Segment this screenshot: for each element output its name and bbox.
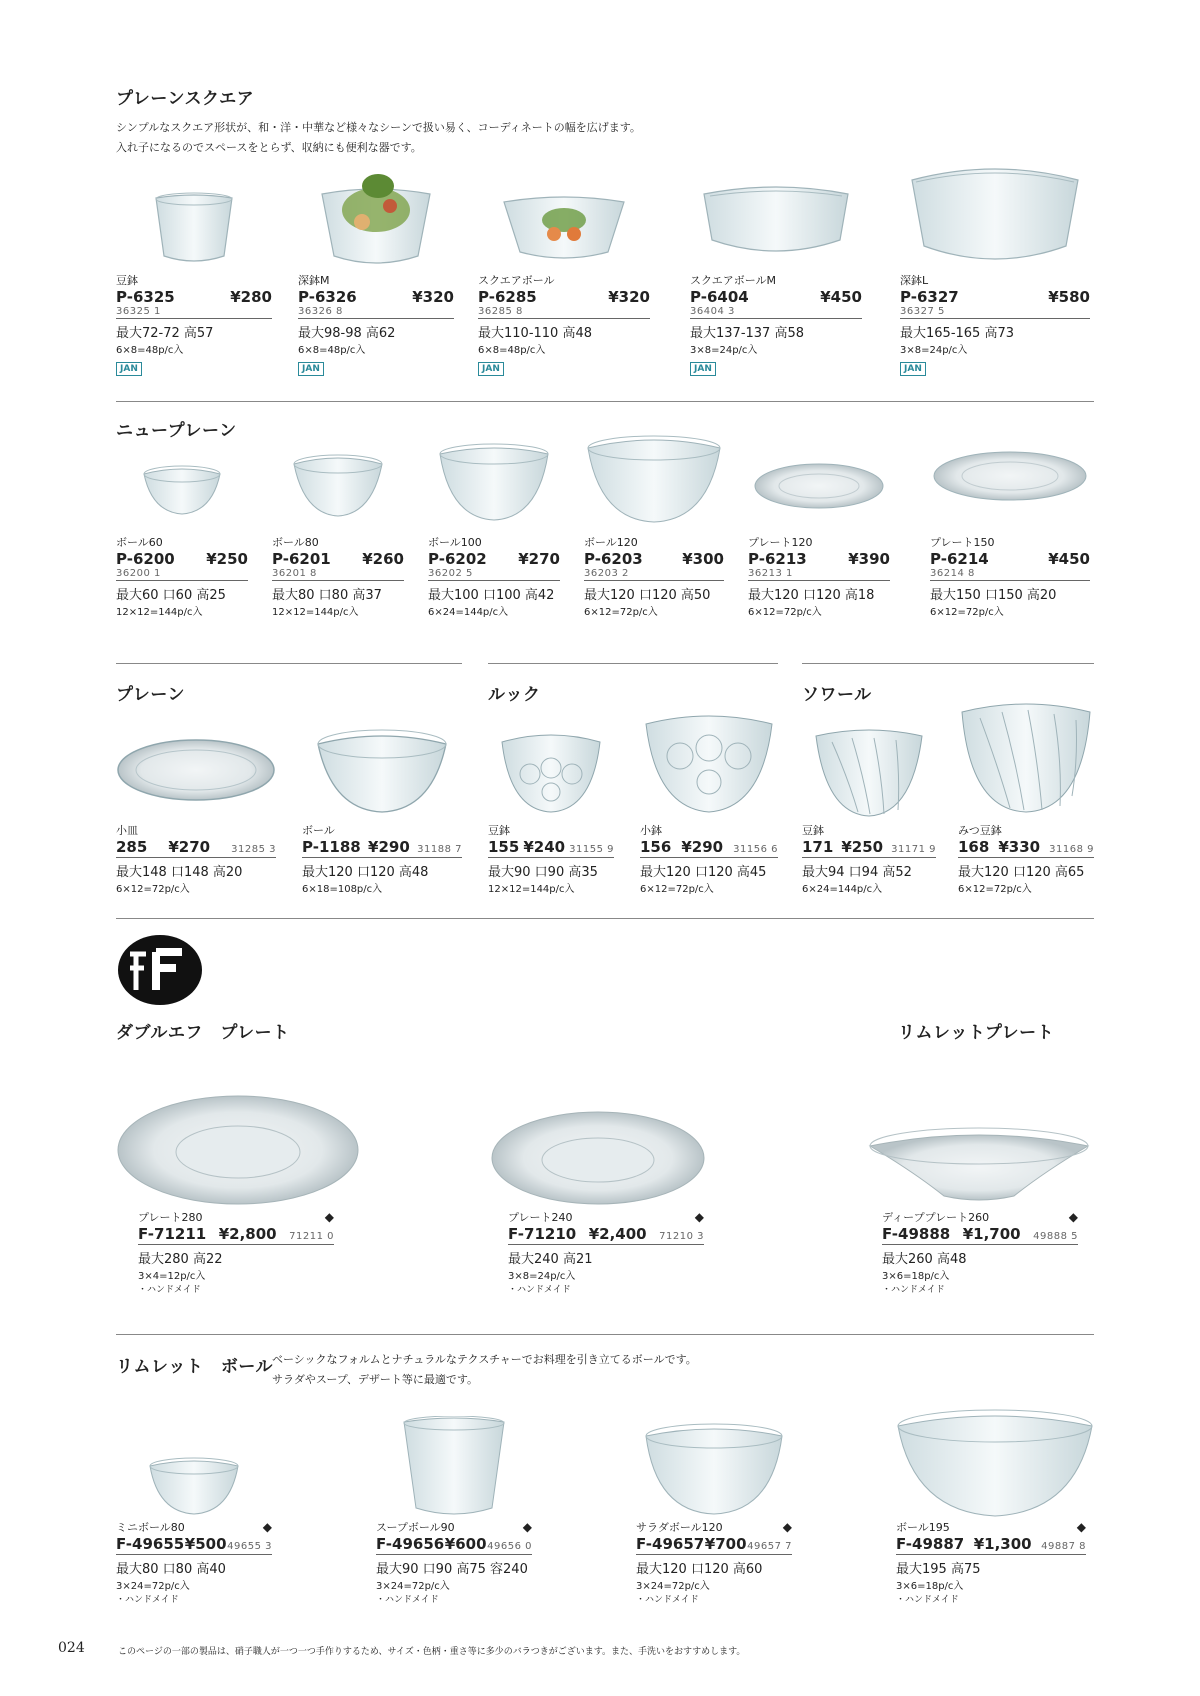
divider [802, 663, 1094, 664]
product-price: ¥330 [998, 838, 1041, 856]
product-image-plate-120 [748, 440, 890, 536]
product-image-deep-bowl-l [900, 160, 1090, 270]
product-dimensions: 最大120 口120 高60 [636, 1562, 763, 1577]
product-packing: 6×18=108p/c入 [302, 884, 383, 895]
jan-code: 71210 3 [659, 1231, 704, 1242]
product-price: ¥1,700 [962, 1225, 1021, 1243]
product-card [116, 440, 248, 618]
product-name: ボール120 [584, 536, 638, 549]
product-card [428, 440, 560, 618]
diamond-icon: ◆ [262, 1520, 272, 1534]
product-card [116, 1090, 360, 1295]
product-code: 285 [116, 838, 148, 856]
product-name: ボール80 [272, 536, 319, 549]
diamond-icon: ◆ [1068, 1210, 1078, 1224]
section-title-look: ルック [488, 685, 541, 705]
product-code: F-49655 [116, 1535, 185, 1553]
product-price: ¥270 [518, 550, 560, 568]
product-packing: 6×12=72p/c入 [748, 607, 822, 618]
product-code: 171 [802, 838, 834, 856]
product-code: P-6327 [900, 288, 959, 306]
product-dimensions: 最大72-72 高57 [116, 326, 214, 341]
product-code: P-6203 [584, 550, 643, 568]
product-name: 深鉢L [900, 274, 929, 287]
product-dimensions: 最大100 口100 高42 [428, 588, 555, 603]
product-dimensions: 最大240 高21 [508, 1252, 593, 1267]
jan-code: 36203 2 [584, 568, 724, 581]
product-name: プレート150 [930, 536, 995, 549]
product-card [298, 170, 454, 376]
product-image-look-bowl [640, 708, 778, 824]
section-title-swirl: ソワール [802, 685, 872, 705]
product-dimensions: 最大150 口150 高20 [930, 588, 1057, 603]
product-name: みつ豆鉢 [958, 824, 1002, 837]
jan-badge: JAN [116, 362, 142, 376]
product-name: 豆鉢 [802, 824, 824, 837]
product-image-bowl-80 [272, 440, 404, 536]
product-card [958, 696, 1094, 895]
product-note: ・ハンドメイド [376, 1595, 439, 1605]
product-price: ¥290 [368, 838, 410, 856]
diamond-icon: ◆ [1076, 1520, 1086, 1534]
product-price: ¥260 [362, 550, 404, 568]
product-packing: 6×12=72p/c入 [584, 607, 658, 618]
product-name: サラダボール120 [636, 1521, 723, 1534]
product-name: 豆鉢 [488, 824, 510, 837]
product-packing: 12×12=144p/c入 [488, 884, 575, 895]
product-card [116, 1416, 272, 1605]
jan-badge: JAN [690, 362, 716, 376]
product-price: ¥300 [682, 550, 724, 568]
product-code: P-6200 [116, 550, 175, 568]
product-note: ・ハンドメイド [896, 1595, 959, 1605]
section-title-new-plain: ニュープレーン [116, 421, 237, 441]
product-name: プレート280 [138, 1211, 203, 1224]
jan-code: 31188 7 [417, 844, 462, 855]
product-image-deep-bowl-salad [298, 170, 454, 270]
product-price: ¥320 [412, 288, 454, 306]
product-dimensions: 最大195 高75 [896, 1562, 981, 1577]
page-number: 024 [58, 1640, 85, 1656]
product-packing: 3×8=24p/c入 [900, 345, 968, 356]
product-code: F-49657 [636, 1535, 705, 1553]
product-code: P-6202 [428, 550, 487, 568]
divider [116, 663, 462, 664]
product-name: ボール100 [428, 536, 482, 549]
jan-code: 36285 8 [478, 306, 650, 319]
product-packing: 3×8=24p/c入 [508, 1271, 576, 1282]
product-dimensions: 最大137-137 高58 [690, 326, 804, 341]
product-card [896, 1404, 1094, 1605]
product-price: ¥390 [848, 550, 890, 568]
product-packing: 12×12=144p/c入 [116, 607, 203, 618]
product-image-bowl-120 [584, 430, 724, 536]
product-image-soup-bowl-90 [376, 1416, 532, 1520]
product-packing: 3×8=24p/c入 [690, 345, 758, 356]
product-name: ミニボール80 [116, 1521, 185, 1534]
jan-code: 36200 1 [116, 568, 248, 581]
product-name: プレート120 [748, 536, 813, 549]
product-card [748, 440, 890, 618]
product-card [690, 180, 862, 376]
section-desc-line2: サラダやスープ、デザート等に最適です。 [272, 1373, 479, 1386]
product-code: F-49887 [896, 1535, 965, 1553]
product-note: ・ハンドメイド [138, 1285, 201, 1295]
product-code: P-6285 [478, 288, 537, 306]
jan-code: 31171 9 [891, 844, 936, 855]
product-note: ・ハンドメイド [636, 1595, 699, 1605]
product-packing: 6×12=72p/c入 [116, 884, 190, 895]
divider [116, 401, 1094, 402]
product-image-square-bowl [116, 190, 272, 270]
jan-code: 31156 6 [733, 844, 778, 855]
product-packing: 6×12=72p/c入 [930, 607, 1004, 618]
product-card [488, 718, 614, 895]
product-card [640, 708, 778, 895]
product-card [636, 1416, 792, 1605]
product-image-plate-150 [930, 440, 1090, 536]
product-code: 155 [488, 838, 520, 856]
product-dimensions: 最大90 口90 高35 [488, 865, 598, 880]
diamond-icon: ◆ [782, 1520, 792, 1534]
product-dimensions: 最大120 口120 高50 [584, 588, 711, 603]
product-image-swirl-bowl [958, 696, 1094, 824]
product-card [584, 430, 724, 618]
product-packing: 3×4=12p/c入 [138, 1271, 206, 1282]
product-card [116, 190, 272, 376]
product-packing: 6×24=144p/c入 [428, 607, 509, 618]
product-image-square-bowl-shrimp [478, 190, 650, 270]
product-note: ・ハンドメイド [116, 1595, 179, 1605]
jan-code: 36325 1 [116, 306, 272, 319]
product-dimensions: 最大120 口120 高48 [302, 865, 429, 880]
jan-code: 36201 8 [272, 568, 404, 581]
product-image-bowl-195 [896, 1404, 1094, 1520]
product-price: ¥270 [168, 838, 211, 856]
section-desc-line1: シンプルなスクエア形状が、和・洋・中華など様々なシーンで扱い易く、コーディネートの幅を広げます。 [116, 121, 641, 134]
diamond-icon: ◆ [324, 1210, 334, 1224]
product-packing: 3×24=72p/c入 [116, 1581, 190, 1592]
product-image-bowl-100 [428, 440, 560, 536]
product-code: 168 [958, 838, 990, 856]
double-f-logo [116, 934, 204, 1006]
product-dimensions: 最大260 高48 [882, 1252, 967, 1267]
product-image-deep-plate-260 [864, 1116, 1094, 1210]
product-card [116, 718, 276, 895]
jan-badge: JAN [478, 362, 504, 376]
product-packing: 6×8=48p/c入 [116, 345, 184, 356]
product-image-swirl-bowl-small [802, 718, 936, 824]
product-price: ¥500 [184, 1535, 227, 1553]
product-name: ボール60 [116, 536, 163, 549]
product-dimensions: 最大120 口120 高45 [640, 865, 767, 880]
product-price: ¥700 [704, 1535, 747, 1553]
product-card [486, 1106, 710, 1295]
product-name: スクエアボール [478, 274, 555, 287]
product-code: P-6213 [748, 550, 807, 568]
product-price: ¥320 [608, 288, 650, 306]
jan-code: 36214 8 [930, 568, 1090, 581]
product-price: ¥250 [841, 838, 884, 856]
product-code: P-6214 [930, 550, 989, 568]
product-image-plate-240 [486, 1106, 710, 1210]
product-dimensions: 最大165-165 高73 [900, 326, 1014, 341]
product-image-small-plate [116, 718, 276, 824]
section-title-plain: プレーン [116, 685, 185, 705]
product-card [376, 1416, 532, 1605]
product-price: ¥600 [444, 1535, 487, 1553]
product-card [272, 440, 404, 618]
product-price: ¥240 [523, 838, 566, 856]
section-desc-line1: ベーシックなフォルムとナチュラルなテクスチャーでお料理を引き立てるボールです。 [272, 1353, 697, 1366]
product-packing: 6×24=144p/c入 [802, 884, 883, 895]
product-dimensions: 最大80 口80 高40 [116, 1562, 226, 1577]
product-image-look-bowl-small [488, 718, 614, 824]
product-packing: 3×6=18p/c入 [882, 1271, 950, 1282]
product-price: ¥450 [820, 288, 862, 306]
product-image-mini-bowl-80 [116, 1416, 272, 1520]
product-packing: 6×12=72p/c入 [958, 884, 1032, 895]
product-name: ボール [302, 824, 335, 837]
product-code: 156 [640, 838, 672, 856]
product-note: ・ハンドメイド [508, 1285, 571, 1295]
product-code: F-49888 [882, 1225, 951, 1243]
section-title-plain-square: プレーンスクエア [116, 89, 255, 109]
product-packing: 3×6=18p/c入 [896, 1581, 964, 1592]
product-dimensions: 最大80 口80 高37 [272, 588, 382, 603]
product-dimensions: 最大98-98 高62 [298, 326, 396, 341]
product-name: 深鉢M [298, 274, 330, 287]
product-packing: 6×8=48p/c入 [478, 345, 546, 356]
diamond-icon: ◆ [522, 1520, 532, 1534]
jan-code: 36326 8 [298, 306, 454, 319]
product-dimensions: 最大60 口60 高25 [116, 588, 226, 603]
jan-code: 36404 3 [690, 306, 862, 319]
product-image-bowl [302, 718, 462, 824]
product-note: ・ハンドメイド [882, 1285, 945, 1295]
jan-badge: JAN [298, 362, 324, 376]
jan-code: 31155 9 [569, 844, 614, 855]
product-image-square-bowl-m [690, 180, 862, 270]
product-code: P-6404 [690, 288, 749, 306]
product-card [302, 718, 462, 895]
product-packing: 3×24=72p/c入 [636, 1581, 710, 1592]
jan-code: 49655 3 [227, 1541, 272, 1552]
product-card [478, 190, 650, 376]
section-title-rimlet-plate: リムレットプレート [898, 1023, 1055, 1043]
jan-code: 36327 5 [900, 306, 1090, 319]
product-name: 小鉢 [640, 824, 662, 837]
product-card [900, 160, 1090, 376]
product-packing: 6×8=48p/c入 [298, 345, 366, 356]
product-name: スープボール90 [376, 1521, 455, 1534]
section-title-double-f: ダブルエフ プレート [116, 1023, 290, 1043]
jan-code: 49887 8 [1041, 1541, 1086, 1552]
product-price: ¥250 [206, 550, 248, 568]
jan-code: 31285 3 [231, 844, 276, 855]
jan-code: 36202 5 [428, 568, 560, 581]
jan-badge: JAN [900, 362, 926, 376]
product-code: F-71210 [508, 1225, 577, 1243]
section-desc-line2: 入れ子になるのでスペースをとらず、収納にも便利な器です。 [116, 141, 422, 154]
jan-code: 31168 9 [1049, 844, 1094, 855]
product-image-plate-280 [116, 1090, 360, 1210]
product-name: 豆鉢 [116, 274, 138, 287]
product-price: ¥280 [230, 288, 272, 306]
product-dimensions: 最大120 口120 高65 [958, 865, 1085, 880]
product-packing: 3×24=72p/c入 [376, 1581, 450, 1592]
product-card [930, 440, 1090, 618]
product-price: ¥580 [1048, 288, 1090, 306]
section-title-rimlet-bowl: リムレット ボール [116, 1357, 273, 1377]
jan-code: 49656 0 [487, 1541, 532, 1552]
product-price: ¥450 [1048, 550, 1090, 568]
product-card [864, 1116, 1094, 1295]
product-code: F-49656 [376, 1535, 445, 1553]
product-name: 小皿 [116, 824, 138, 837]
jan-code: 49888 5 [1033, 1231, 1078, 1242]
divider [116, 918, 1094, 919]
product-code: F-71211 [138, 1225, 207, 1243]
product-name: スクエアボールM [690, 274, 777, 287]
product-dimensions: 最大110-110 高48 [478, 326, 592, 341]
product-code: P-1188 [302, 838, 361, 856]
footer-note: このページの一部の製品は、硝子職人が一つ一つ手作りするため、サイズ・色柄・重さ等に多少のバラつきがございます。また、手洗いをおすすめします。 [118, 1647, 746, 1657]
product-name: ディーププレート260 [882, 1211, 990, 1224]
divider [116, 1334, 1094, 1335]
product-code: P-6326 [298, 288, 357, 306]
product-packing: 6×12=72p/c入 [640, 884, 714, 895]
product-dimensions: 最大120 口120 高18 [748, 588, 875, 603]
product-name: ボール195 [896, 1521, 950, 1534]
product-name: プレート240 [508, 1211, 573, 1224]
jan-code: 36213 1 [748, 568, 890, 581]
product-dimensions: 最大148 口148 高20 [116, 865, 243, 880]
product-packing: 12×12=144p/c入 [272, 607, 359, 618]
divider [488, 663, 778, 664]
product-image-bowl-60 [116, 440, 248, 536]
product-code: P-6201 [272, 550, 331, 568]
product-code: P-6325 [116, 288, 175, 306]
product-dimensions: 最大280 高22 [138, 1252, 223, 1267]
product-image-salad-bowl-120 [636, 1416, 792, 1520]
product-price: ¥290 [681, 838, 724, 856]
diamond-icon: ◆ [694, 1210, 704, 1224]
product-dimensions: 最大94 口94 高52 [802, 865, 912, 880]
jan-code: 71211 0 [289, 1231, 334, 1242]
product-card [802, 718, 936, 895]
jan-code: 49657 7 [747, 1541, 792, 1552]
product-dimensions: 最大90 口90 高75 容240 [376, 1562, 528, 1577]
product-price: ¥2,800 [218, 1225, 277, 1243]
product-price: ¥1,300 [973, 1535, 1032, 1553]
product-price: ¥2,400 [588, 1225, 647, 1243]
